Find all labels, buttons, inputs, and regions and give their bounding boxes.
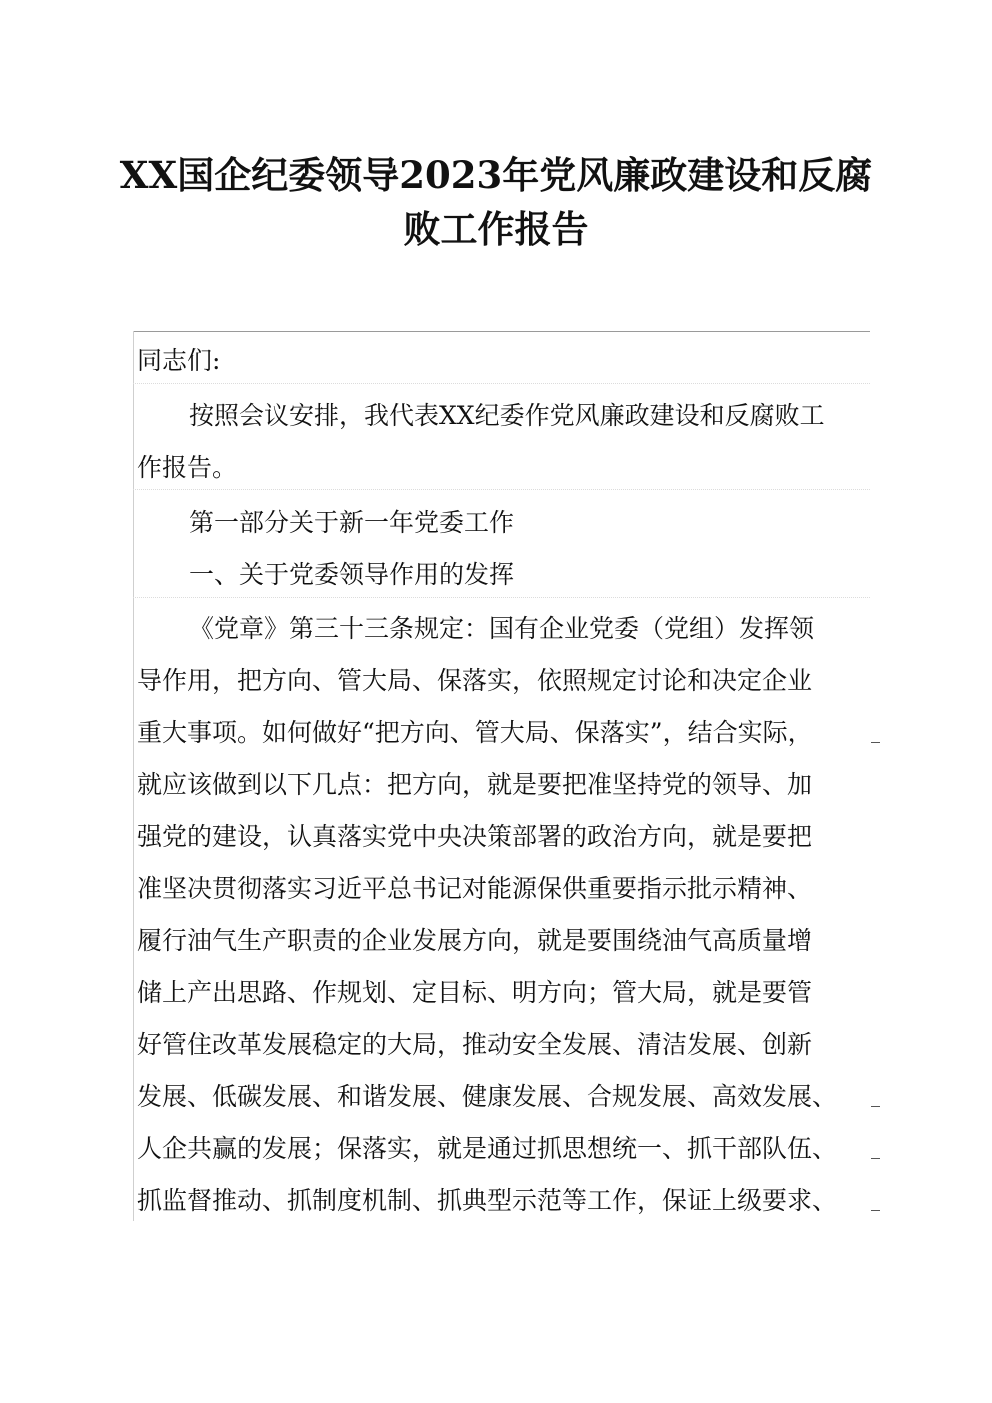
title-line-1: XX国企纪委领导2023年党风廉政建设和反腐 — [119, 153, 873, 197]
intro-line-2: 作报告。 — [137, 453, 238, 482]
paragraph-line: 重大事项。如何做好“把方向、管大局、保落实”，结合实际， — [137, 718, 813, 747]
paragraph-line: 储上产出思路、作规划、定目标、明方向；管大局，就是要管 — [137, 978, 813, 1007]
line-overflow-marker — [871, 1106, 880, 1107]
part-heading: 第一部分关于新一年党委工作 — [189, 508, 515, 537]
paragraph-line: 准坚决贯彻落实习近平总书记对能源保供重要指示批示精神、 — [137, 874, 813, 903]
line-overflow-marker — [871, 742, 880, 743]
document-body — [137, 0, 865, 1403]
paragraph-line: 人企共赢的发展；保落实，就是通过抓思想统一、抓干部队伍、 — [137, 1134, 838, 1163]
section-heading: 一、关于党委领导作用的发挥 — [189, 560, 515, 589]
salutation: 同志们: — [137, 346, 221, 375]
text-frame-left-border — [133, 331, 134, 1221]
paragraph-line: 抓监督推动、抓制度机制、抓典型示范等工作，保证上级要求、 — [137, 1186, 838, 1215]
paragraph-line: 发展、低碳发展、和谐发展、健康发展、合规发展、高效发展、 — [137, 1082, 838, 1111]
paragraph-line: 导作用，把方向、管大局、保落实，依照规定讨论和决定企业 — [137, 666, 813, 695]
line-overflow-marker — [871, 1158, 880, 1159]
paragraph-line: 就应该做到以下几点：把方向，就是要把准坚持党的领导、加 — [137, 770, 813, 799]
paragraph-line: 强党的建设，认真落实党中央决策部署的政治方向，就是要把 — [137, 822, 813, 851]
title-line-2: 败工作报告 — [403, 207, 589, 251]
paragraph-line: 履行油气生产职责的企业发展方向，就是要围绕油气高质量增 — [137, 926, 813, 955]
line-overflow-marker — [871, 1210, 880, 1211]
intro-line-1: 按照会议安排，我代表XX纪委作党风廉政建设和反腐败工 — [189, 401, 825, 430]
paragraph-line: 好管住改革发展稳定的大局，推动安全发展、清洁发展、创新 — [137, 1030, 813, 1059]
paragraph-line: 《党章》第三十三条规定：国有企业党委（党组）发挥领 — [189, 614, 815, 643]
